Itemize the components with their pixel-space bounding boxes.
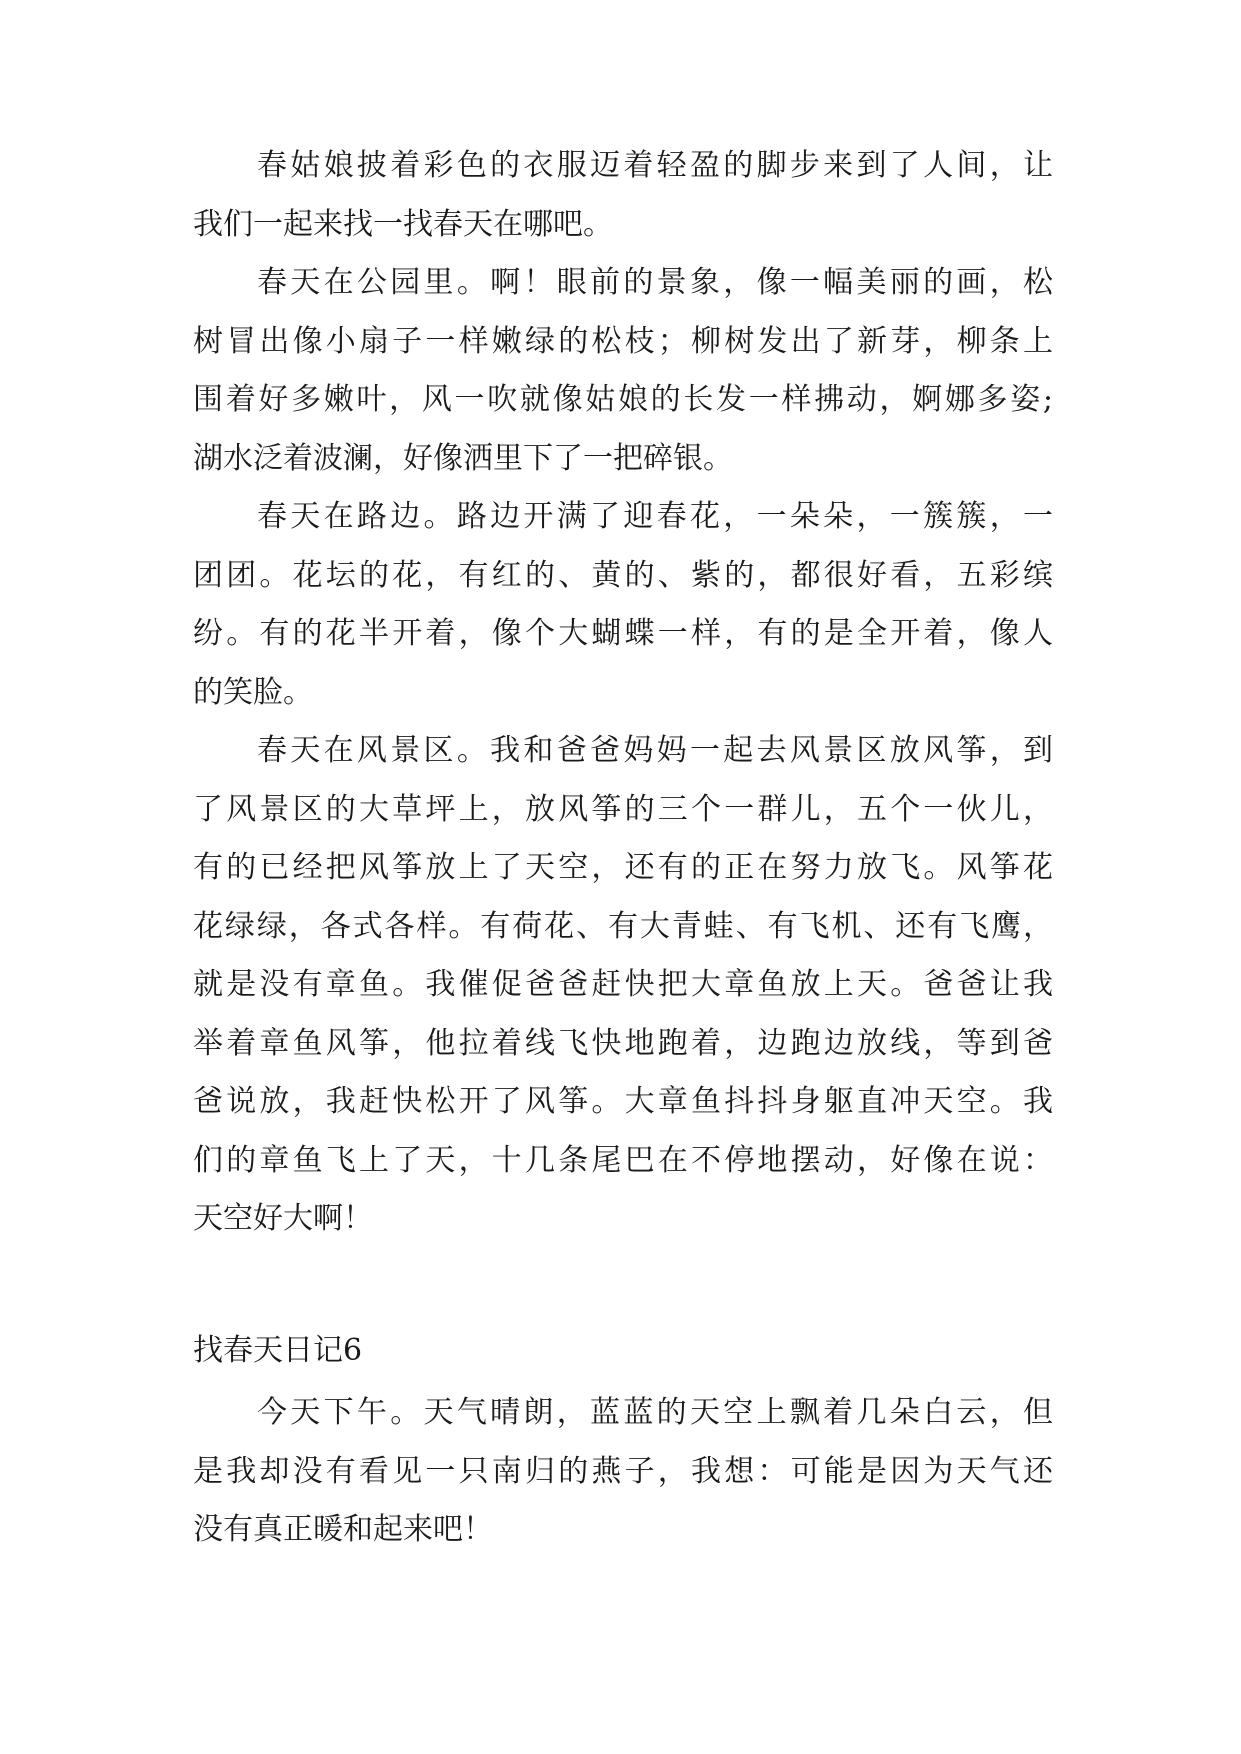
- paragraph-3-line-3: 纷。有的花半开着，像个大蝴蝶一样，有的是全开着，像人: [193, 616, 1053, 651]
- paragraph-5-line-3: 没有真正暖和起来吧！: [193, 1512, 493, 1547]
- paragraph-1-line-2: 我们一起来找一找春天在哪吧。: [193, 206, 613, 242]
- paragraph-2-line-3: 围着好多嫩叶，风一吹就像姑娘的长发一样拂动，婀娜多姿;: [193, 382, 1053, 417]
- paragraph-3-line-1: 春天在路边。路边开满了迎春花，一朵朵，一簇簇，一: [257, 499, 1053, 534]
- paragraph-3-line-4: 的笑脸。: [193, 674, 313, 710]
- paragraph-1-line-1: 春姑娘披着彩色的衣服迈着轻盈的脚步来到了人间，让: [257, 148, 1053, 183]
- paragraph-4-line-3: 有的已经把风筝放上了天空，还有的正在努力放飞。风筝花: [193, 850, 1053, 885]
- paragraph-4-line-7: 爸说放，我赶快松开了风筝。大章鱼抖抖身躯直冲天空。我: [193, 1084, 1053, 1119]
- paragraph-2-line-2: 树冒出像小扇子一样嫩绿的松枝；柳树发出了新芽，柳条上: [193, 323, 1053, 359]
- paragraph-5-line-2: 是我却没有看见一只南归的燕子，我想：可能是因为天气还: [193, 1453, 1053, 1489]
- paragraph-4-line-9: 天空好大啊！: [193, 1201, 373, 1236]
- paragraph-5-line-1: 今天下午。天气晴朗，蓝蓝的天空上飘着几朵白云，但: [257, 1395, 1053, 1430]
- paragraph-4-line-6: 举着章鱼风筝，他拉着线飞快地跑着，边跑边放线，等到爸: [193, 1025, 1053, 1061]
- paragraph-4-line-8: 们的章鱼飞上了天，十几条尾巴在不停地摆动，好像在说：: [193, 1142, 1053, 1178]
- section-1-body: [193, 137, 1053, 1249]
- paragraph-4-line-2: 了风景区的大草坪上，放风筝的三个一群儿，五个一伙儿，: [193, 791, 1053, 827]
- section-2-body: [193, 1384, 1053, 1560]
- paragraph-4-line-4: 花绿绿，各式各样。有荷花、有大青蛙、有飞机、还有飞鹰，: [193, 908, 1053, 944]
- section-2-heading: 找春天日记6: [193, 1333, 363, 1368]
- paragraph-4-line-5: 就是没有章鱼。我催促爸爸赶快把大章鱼放上天。爸爸让我: [193, 967, 1053, 1002]
- paragraph-4-line-1: 春天在风景区。我和爸爸妈妈一起去风景区放风筝，到: [257, 733, 1053, 768]
- paragraph-3-line-2: 团团。花坛的花，有红的、黄的、紫的，都很好看，五彩缤: [193, 557, 1053, 593]
- paragraph-2-line-1: 春天在公园里。啊！眼前的景象，像一幅美丽的画，松: [257, 265, 1053, 300]
- paragraph-2-line-4: 湖水泛着波澜，好像洒里下了一把碎银。: [193, 440, 733, 476]
